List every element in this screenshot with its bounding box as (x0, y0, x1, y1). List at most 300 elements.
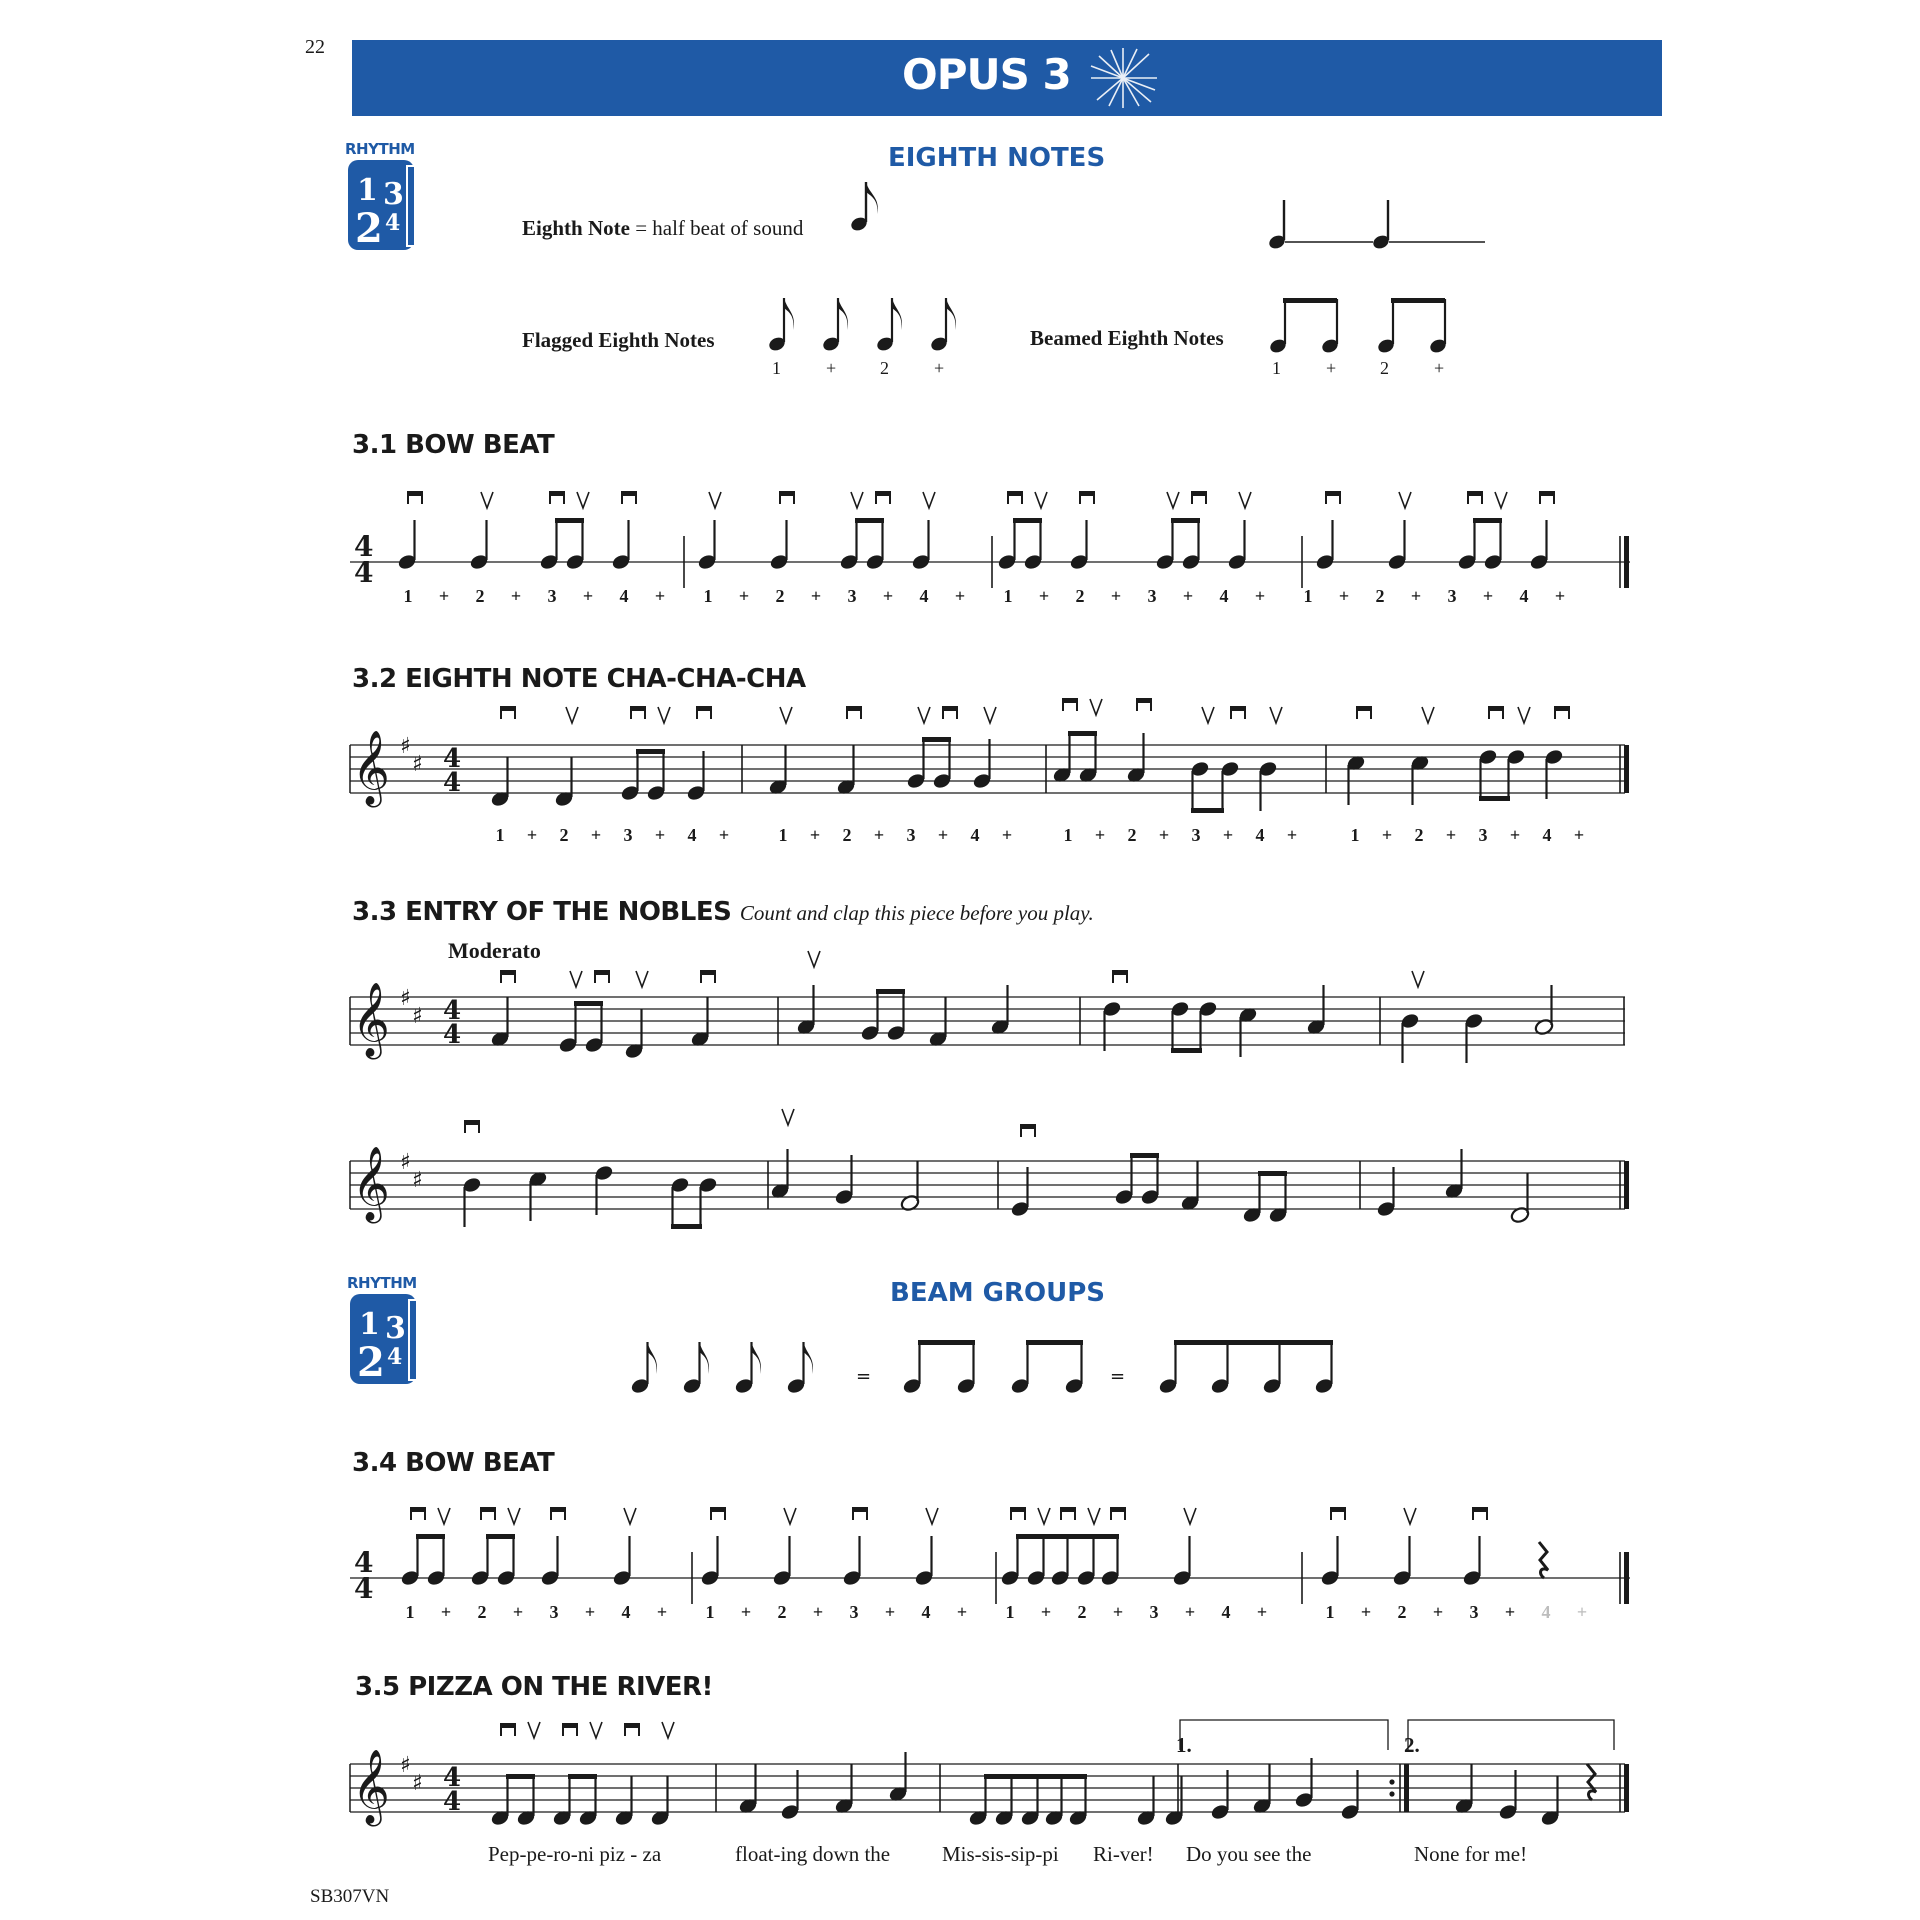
exercise-3-1-rhythm-staff (350, 480, 1630, 606)
repeat-dot (1389, 1791, 1394, 1796)
down-bow-mark-bar (631, 707, 645, 711)
down-bow-mark-bar (501, 1724, 515, 1728)
second-ending-label: 2. (1404, 1733, 1420, 1757)
beat-count: + (1576, 1602, 1588, 1622)
up-bow-mark (851, 492, 863, 508)
up-bow-mark (1202, 707, 1214, 723)
beat-count: 1 (1325, 1602, 1335, 1622)
beam (1171, 1048, 1202, 1053)
svg-text:1: 1 (357, 173, 378, 208)
rhythm-badge-label: RHYTHM (345, 140, 415, 158)
beat-count: + (1094, 825, 1106, 845)
beat-count: 1 (1303, 586, 1313, 606)
beam (555, 518, 584, 523)
up-bow-mark (784, 1508, 796, 1524)
up-bow-mark (1422, 707, 1434, 723)
lyric: Ri-ver! (1093, 1842, 1154, 1866)
final-barline-thick (1624, 1764, 1629, 1812)
up-bow-mark (566, 707, 578, 723)
final-barline-thick (1624, 1161, 1629, 1209)
exercise-3-4-title: 3.4 BOW BEAT (352, 1448, 555, 1478)
beat-count: 1 (495, 825, 505, 845)
lyric: None for me! (1414, 1842, 1528, 1866)
exercise-3-3-title-text: 3.3 ENTRY OF THE NOBLES (352, 897, 732, 927)
beat-count: 3 (849, 1602, 859, 1622)
beam (574, 1001, 603, 1006)
up-bow-mark (1035, 492, 1047, 508)
treble-clef-icon: 𝄞 (352, 1147, 390, 1221)
definition-term: Eighth Note (522, 216, 630, 240)
beam (1026, 1340, 1083, 1345)
down-bow-mark-bar (1061, 1508, 1075, 1512)
exercise-3-3-staff-line-2 (350, 1105, 1630, 1235)
sharp-c-icon: ♯ (412, 752, 423, 777)
beat-count: 3 (1478, 825, 1488, 845)
up-bow-mark (918, 707, 930, 723)
up-bow-mark (636, 971, 648, 987)
beat-count: + (1482, 586, 1494, 606)
beat-count: + (812, 1602, 824, 1622)
beam-groups-heading: BEAM GROUPS (890, 1278, 1105, 1308)
chapter-title: OPUS 3 (902, 50, 1071, 99)
sharp-c-icon: ♯ (412, 1168, 423, 1193)
time-signature-bottom: 4 (443, 1020, 462, 1050)
lyric: float-ing down the (735, 1842, 891, 1866)
beat-count: + (882, 586, 894, 606)
beat-count: 3 (906, 825, 916, 845)
count-and: + (934, 358, 945, 378)
up-bow-mark (808, 951, 820, 967)
beat-count: 2 (1414, 825, 1424, 845)
beam (671, 1224, 702, 1229)
definition-text: = half beat of sound (635, 216, 804, 240)
lyric: Do you see the (1186, 1842, 1312, 1866)
beat-count: 2 (559, 825, 569, 845)
beam (1171, 518, 1200, 523)
equals-sign: = (856, 1366, 872, 1387)
up-bow-mark (923, 492, 935, 508)
down-bow-mark-bar (1080, 492, 1094, 496)
beam (855, 518, 884, 523)
beat-count: 4 (619, 586, 629, 606)
up-bow-mark (1167, 492, 1179, 508)
down-bow-mark-bar (625, 1724, 639, 1728)
beat-count: 4 (919, 586, 929, 606)
beam (922, 737, 951, 742)
up-bow-mark (1270, 707, 1282, 723)
count-2: 2 (1380, 358, 1389, 378)
rhythm-badge (345, 140, 425, 258)
down-bow-mark-bar (408, 492, 422, 496)
beat-count: 3 (1447, 586, 1457, 606)
beat-count: 1 (705, 1602, 715, 1622)
beam (1130, 1153, 1159, 1158)
up-bow-mark (528, 1722, 540, 1738)
beat-count: + (1554, 586, 1566, 606)
down-bow-mark-bar (780, 492, 794, 496)
sharp-f-icon: ♯ (400, 986, 411, 1011)
time-signature-bottom: 4 (354, 556, 374, 589)
count-and: + (1326, 358, 1337, 378)
time-signature-top: 4 (443, 996, 462, 1026)
beat-count: + (510, 586, 522, 606)
beat-count: + (526, 825, 538, 845)
beat-count: 3 (547, 586, 557, 606)
beat-count: + (1110, 586, 1122, 606)
down-bow-mark-bar (1063, 699, 1077, 703)
beat-count: + (1158, 825, 1170, 845)
down-bow-mark-bar (1540, 492, 1554, 496)
down-bow-mark-bar (701, 971, 715, 975)
svg-text:4: 4 (387, 1344, 403, 1370)
up-bow-mark (590, 1722, 602, 1738)
beat-count: 4 (687, 825, 697, 845)
repeat-barline-thick (1404, 1764, 1409, 1812)
sharp-c-icon: ♯ (412, 1771, 423, 1796)
svg-text:3: 3 (385, 1311, 406, 1346)
beam (1016, 1534, 1119, 1539)
svg-text:1: 1 (359, 1307, 380, 1342)
down-bow-mark-bar (1011, 1508, 1025, 1512)
up-bow-mark (624, 1508, 636, 1524)
up-bow-mark (508, 1508, 520, 1524)
down-bow-mark-bar (943, 707, 957, 711)
first-ending-bracket (1180, 1720, 1388, 1750)
beat-count: 1 (703, 586, 713, 606)
beat-count: 4 (921, 1602, 931, 1622)
exercise-3-5-staff (350, 1720, 1630, 1860)
svg-text:4: 4 (385, 210, 401, 236)
beat-count: + (1182, 586, 1194, 606)
treble-clef-icon: 𝄞 (352, 1750, 390, 1824)
flagged-eighth-label: Flagged Eighth Notes (522, 328, 715, 352)
down-bow-mark-bar (550, 492, 564, 496)
beat-count: + (1001, 825, 1013, 845)
beam (1479, 796, 1510, 801)
beam (416, 1534, 445, 1539)
beat-count: + (1040, 1602, 1052, 1622)
rhythm-numbers-icon (345, 158, 425, 258)
down-bow-mark-bar (711, 1508, 725, 1512)
sharp-c-icon: ♯ (412, 1004, 423, 1029)
down-bow-mark-bar (1192, 492, 1206, 496)
up-bow-mark (1495, 492, 1507, 508)
beat-count: + (740, 1602, 752, 1622)
beat-count: 4 (1255, 825, 1265, 845)
lyric: Pep-pe-ro-ni piz - za (488, 1842, 662, 1866)
down-bow-mark-bar (1357, 707, 1371, 711)
beat-count: + (582, 586, 594, 606)
beat-count: 2 (775, 586, 785, 606)
down-bow-mark-bar (501, 707, 515, 711)
beat-count: + (1254, 586, 1266, 606)
beam (1013, 518, 1042, 523)
down-bow-mark-bar (1326, 492, 1340, 496)
up-bow-mark (481, 492, 493, 508)
beat-count: + (809, 825, 821, 845)
beat-count: 3 (1469, 1602, 1479, 1622)
beam-groups-diagram (630, 1330, 1350, 1400)
beam (506, 1774, 535, 1779)
beat-count: 3 (1191, 825, 1201, 845)
beat-count: 1 (1063, 825, 1073, 845)
beat-count: 2 (1075, 586, 1085, 606)
beat-count: 3 (549, 1602, 559, 1622)
down-bow-mark-bar (622, 492, 636, 496)
treble-clef-icon: 𝄞 (352, 983, 390, 1057)
up-bow-mark (780, 707, 792, 723)
exercise-3-3-instruction: Count and clap this piece before you play. (739, 901, 1094, 925)
exercise-3-4-rhythm-staff (350, 1496, 1630, 1622)
beat-count: + (440, 1602, 452, 1622)
beam (1068, 731, 1097, 736)
count-1: 1 (1272, 358, 1281, 378)
down-bow-mark-bar (847, 707, 861, 711)
down-bow-mark-bar (1111, 1508, 1125, 1512)
beat-count: + (1410, 586, 1422, 606)
beat-count: + (810, 586, 822, 606)
down-bow-mark-bar (1473, 1508, 1487, 1512)
up-bow-mark (1239, 492, 1251, 508)
count-2: 2 (880, 358, 889, 378)
treble-clef-icon: 𝄞 (352, 731, 390, 805)
beam (918, 1340, 975, 1345)
up-bow-mark (984, 707, 996, 723)
beat-count: + (438, 586, 450, 606)
beat-count: + (1286, 825, 1298, 845)
time-signature-top: 4 (354, 530, 374, 563)
beat-count: + (1504, 1602, 1516, 1622)
equals-sign: = (1110, 1366, 1126, 1387)
beat-count: + (956, 1602, 968, 1622)
svg-text:3: 3 (383, 177, 404, 212)
quarter-rest-icon (1587, 1764, 1596, 1800)
down-bow-mark-bar (465, 1121, 479, 1125)
down-bow-mark-bar (481, 1508, 495, 1512)
down-bow-mark-bar (1231, 707, 1245, 711)
down-bow-mark-bar (1555, 707, 1569, 711)
beat-count: 2 (1077, 1602, 1087, 1622)
sharp-f-icon: ♯ (400, 1753, 411, 1778)
up-bow-mark (1404, 1508, 1416, 1524)
sharp-f-icon: ♯ (400, 734, 411, 759)
beat-count: 1 (403, 586, 413, 606)
beat-count: 1 (1005, 1602, 1015, 1622)
rhythm-badge (347, 1274, 427, 1392)
beam (1473, 518, 1502, 523)
exercise-3-1-title: 3.1 BOW BEAT (352, 430, 555, 460)
page-number: 22 (305, 36, 325, 58)
beat-count: 1 (1003, 586, 1013, 606)
beat-count: 4 (1542, 825, 1552, 845)
beam (486, 1534, 515, 1539)
beat-count: + (1038, 586, 1050, 606)
time-signature-top: 4 (354, 1546, 374, 1579)
note-flag (804, 1342, 813, 1374)
up-bow-mark (709, 492, 721, 508)
down-bow-mark-bar (1137, 699, 1151, 703)
beat-count: + (1432, 1602, 1444, 1622)
svg-text:2: 2 (355, 205, 383, 252)
flagged-eighth-notes-icon (765, 292, 975, 354)
beamed-eighth-label: Beamed Eighth Notes (1030, 326, 1224, 350)
catalog-code: SB307VN (310, 1886, 390, 1907)
eighth-note-icon (845, 178, 895, 238)
repeat-dot (1389, 1779, 1394, 1784)
beat-count: 3 (1147, 586, 1157, 606)
exercise-3-2-staff (350, 705, 1630, 850)
down-bow-mark-bar (1113, 971, 1127, 975)
tempo-marking: Moderato (448, 938, 541, 963)
note-flag (752, 1342, 761, 1374)
beat-count: 3 (847, 586, 857, 606)
beat-count: + (590, 825, 602, 845)
second-ending-bracket (1408, 1720, 1614, 1750)
down-bow-mark-bar (1008, 492, 1022, 496)
beat-count: 2 (1375, 586, 1385, 606)
time-signature-bottom: 4 (443, 768, 462, 798)
beam (1191, 808, 1224, 813)
up-bow-mark (1088, 1508, 1100, 1524)
beat-count: + (1256, 1602, 1268, 1622)
eighth-notes-heading: EIGHTH NOTES (888, 143, 1106, 173)
beam (1258, 1171, 1287, 1176)
time-signature-top: 4 (443, 744, 462, 774)
down-bow-mark-bar (876, 492, 890, 496)
beat-count: + (654, 586, 666, 606)
exercise-3-3-title (352, 897, 1094, 927)
beat-count: + (1338, 586, 1350, 606)
beat-count: + (884, 1602, 896, 1622)
note-flag (648, 1342, 657, 1374)
beat-count: 4 (1519, 586, 1529, 606)
down-bow-mark-bar (411, 1508, 425, 1512)
beat-count: 3 (623, 825, 633, 845)
beat-count: 3 (1149, 1602, 1159, 1622)
down-bow-mark-bar (563, 1724, 577, 1728)
beat-count: 4 (1219, 586, 1229, 606)
up-bow-mark (782, 1109, 794, 1125)
quarter-note-tie-diagram (1265, 198, 1495, 248)
up-bow-mark (1184, 1508, 1196, 1524)
up-bow-mark (438, 1508, 450, 1524)
beam (1174, 1340, 1333, 1345)
up-bow-mark (1412, 971, 1424, 987)
beat-count: + (738, 586, 750, 606)
down-bow-mark-bar (551, 1508, 565, 1512)
note-flag (700, 1342, 709, 1374)
beat-count: 2 (777, 1602, 787, 1622)
up-bow-mark (662, 1722, 674, 1738)
beat-count: 2 (842, 825, 852, 845)
beat-count: 1 (1350, 825, 1360, 845)
beat-count: + (654, 825, 666, 845)
beat-count: + (1360, 1602, 1372, 1622)
beat-count: 2 (477, 1602, 487, 1622)
first-ending-label: 1. (1176, 1733, 1192, 1757)
time-signature-bottom: 4 (443, 1787, 462, 1817)
exercise-3-2-title: 3.2 EIGHTH NOTE CHA-CHA-CHA (352, 664, 806, 694)
beat-count: 2 (1127, 825, 1137, 845)
down-bow-mark-bar (1468, 492, 1482, 496)
down-bow-mark-bar (1021, 1125, 1035, 1129)
beam (568, 1774, 597, 1779)
beat-count: 2 (1397, 1602, 1407, 1622)
count-and: + (1434, 358, 1445, 378)
up-bow-mark (1038, 1508, 1050, 1524)
eighth-note-definition (522, 216, 803, 241)
count-1: 1 (772, 358, 781, 378)
down-bow-mark-bar (501, 971, 515, 975)
time-signature-top: 4 (443, 1763, 462, 1793)
up-bow-mark (570, 971, 582, 987)
svg-text:2: 2 (357, 1339, 385, 1386)
final-barline-thick (1624, 745, 1629, 793)
beat-count: + (873, 825, 885, 845)
beat-count: + (512, 1602, 524, 1622)
beam (984, 1774, 1087, 1779)
sharp-f-icon: ♯ (400, 1150, 411, 1175)
beat-count: + (1112, 1602, 1124, 1622)
down-bow-mark-bar (1331, 1508, 1345, 1512)
chapter-banner (352, 40, 1662, 116)
up-bow-mark (1090, 699, 1102, 715)
beat-count: + (656, 1602, 668, 1622)
beat-count: + (718, 825, 730, 845)
beat-count: 1 (778, 825, 788, 845)
beat-count: + (1381, 825, 1393, 845)
exercise-3-3-staff-line-1 (350, 955, 1630, 1075)
beat-count: + (1184, 1602, 1196, 1622)
down-bow-mark-bar (697, 707, 711, 711)
beat-count: + (937, 825, 949, 845)
rhythm-numbers-icon (347, 1292, 427, 1392)
beat-count: 1 (405, 1602, 415, 1622)
up-bow-mark (926, 1508, 938, 1524)
up-bow-mark (658, 707, 670, 723)
final-barline-thick (1624, 1552, 1629, 1604)
starburst-icon (1087, 46, 1159, 110)
time-signature-bottom: 4 (354, 1572, 374, 1605)
beat-count: + (954, 586, 966, 606)
rhythm-badge-label: RHYTHM (347, 1274, 417, 1292)
beat-count: + (1222, 825, 1234, 845)
down-bow-mark-bar (853, 1508, 867, 1512)
beat-count: + (584, 1602, 596, 1622)
up-bow-mark (1518, 707, 1530, 723)
quarter-rest-icon (1539, 1542, 1548, 1578)
down-bow-mark-bar (1489, 707, 1503, 711)
beat-count: 4 (621, 1602, 631, 1622)
down-bow-mark-bar (595, 971, 609, 975)
lyric: Mis-sis-sip-pi (942, 1842, 1059, 1866)
beat-count: 4 (1541, 1602, 1551, 1622)
exercise-3-5-title: 3.5 PIZZA ON THE RIVER! (355, 1672, 713, 1702)
beat-count: 2 (475, 586, 485, 606)
count-and: + (826, 358, 837, 378)
beam (876, 989, 905, 994)
beat-count: 4 (970, 825, 980, 845)
up-bow-mark (577, 492, 589, 508)
beat-count: + (1573, 825, 1585, 845)
beat-count: + (1445, 825, 1457, 845)
beamed-eighth-notes-icon (1270, 296, 1460, 354)
final-barline-thick (1624, 536, 1629, 588)
beam (636, 749, 665, 754)
beat-count: + (1509, 825, 1521, 845)
beat-count: 4 (1221, 1602, 1231, 1622)
up-bow-mark (1399, 492, 1411, 508)
